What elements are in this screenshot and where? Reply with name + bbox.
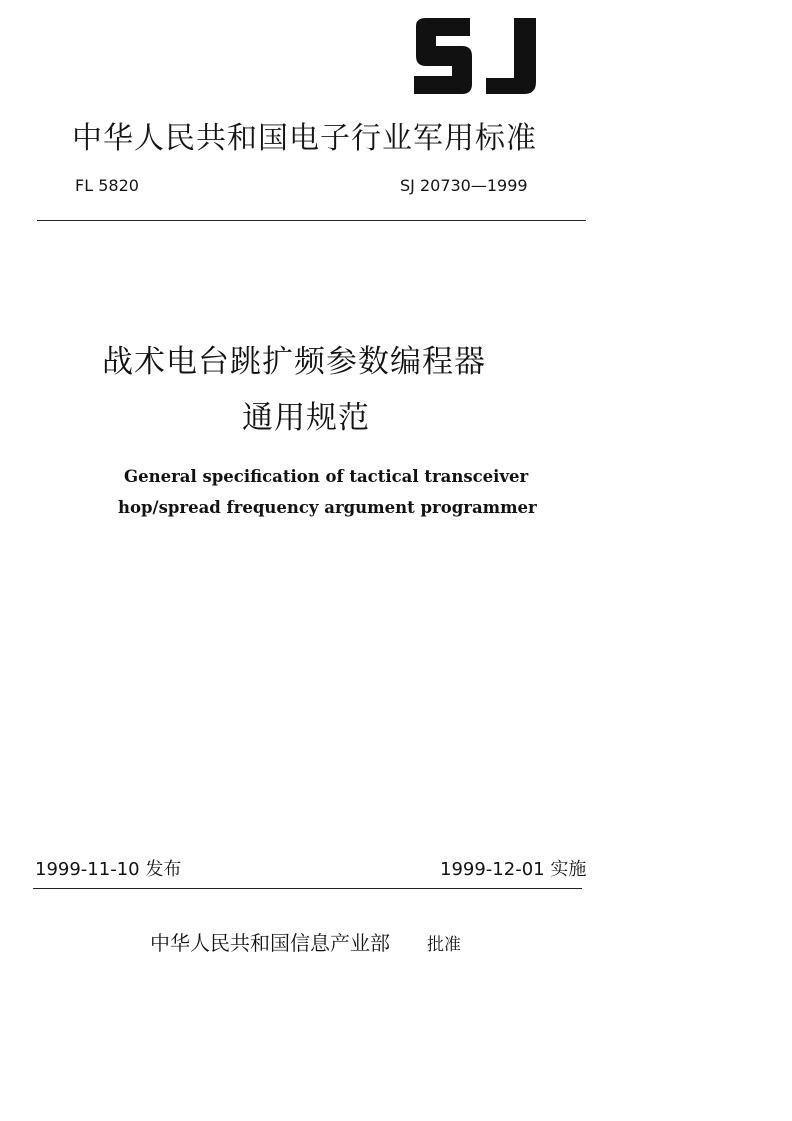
standard-number: SJ 20730—1999	[400, 176, 528, 195]
approving-authority: 中华人民共和国信息产业部	[150, 931, 390, 955]
bottom-divider	[33, 888, 582, 889]
sj-logo-s	[414, 18, 472, 94]
sj-logo-j	[486, 18, 536, 94]
english-title-line-1: General specification of tactical transceiver	[124, 467, 529, 486]
chinese-title-line-2: 通用规范	[242, 400, 370, 436]
english-title-line-2: hop/spread frequency argument programmer	[118, 498, 537, 517]
approved-label: 批准	[427, 935, 461, 955]
sj-logo	[410, 18, 546, 94]
issue-date: 1999-11-10 发布	[35, 859, 182, 880]
chinese-title-line-1: 战术电台跳扩频参数编程器	[102, 344, 486, 380]
implementation-date: 1999-12-01 实施	[440, 859, 587, 880]
top-divider	[37, 220, 586, 221]
fl-code: FL 5820	[75, 176, 139, 195]
standard-title: 中华人民共和国电子行业军用标准	[72, 121, 537, 156]
